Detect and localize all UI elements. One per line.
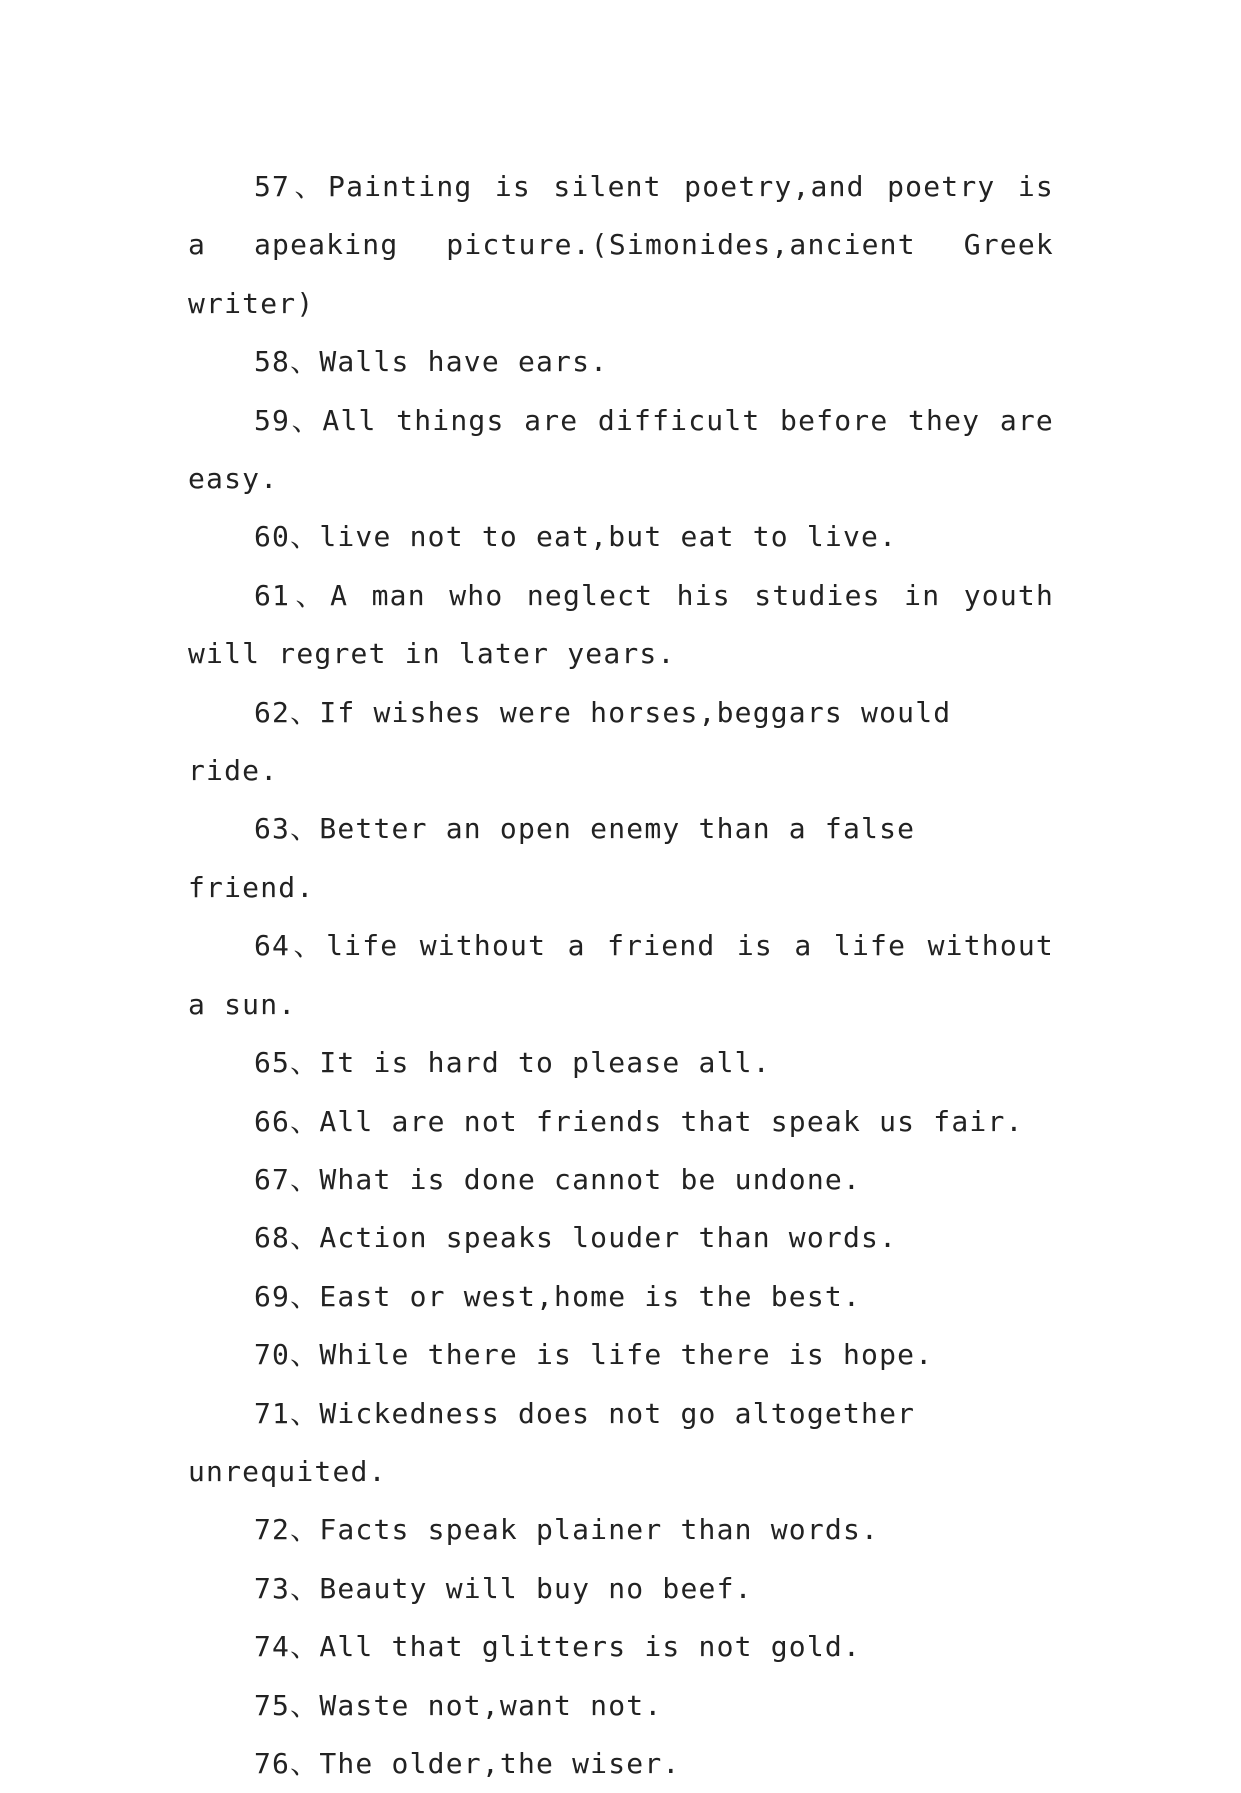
- proverb-75: 75、Waste not,want not.: [254, 1688, 663, 1722]
- proverb-59: 59、All things are difficult before they are easy.: [188, 403, 1054, 496]
- proverb-70: 70、While there is life there is hope.: [254, 1338, 934, 1372]
- proverb-67: 67、What is done cannot be undone.: [254, 1162, 862, 1196]
- proverb-71: 71、Wickedness does not go altogether unrequited.: [188, 1396, 916, 1488]
- proverb-72: 72、Facts speak plainer than words.: [254, 1513, 880, 1547]
- proverb-68: 68、Action speaks louder than words.: [254, 1221, 898, 1255]
- proverb-61: 61、A man who neglect his studies in youth will regret in later years.: [188, 578, 1054, 671]
- proverb-73: 73、Beauty will buy no beef.: [254, 1571, 753, 1605]
- proverb-60: 60、live not to eat,but eat to live.: [254, 520, 898, 554]
- proverb-65: 65、It is hard to please all.: [254, 1046, 771, 1080]
- proverb-69: 69、East or west,home is the best.: [254, 1279, 862, 1313]
- proverb-58: 58、Walls have ears.: [254, 345, 609, 379]
- proverb-57: 57、Painting is silent poetry,and poetry is a apeaking picture.(Simonides,ancient Greek writer): [188, 170, 1054, 320]
- proverb-list: [188, 158, 1054, 1793]
- proverb-76: 76、The older,the wiser.: [254, 1746, 681, 1780]
- proverb-64: 64、life without a friend is a life without a sun.: [188, 929, 1054, 1021]
- proverb-66: 66、All are not friends that speak us fair.: [254, 1104, 1024, 1138]
- proverb-62: 62、If wishes were horses,beggars would ride.: [188, 695, 952, 788]
- proverb-74: 74、All that glitters is not gold.: [254, 1630, 862, 1664]
- proverb-63: 63、Better an open enemy than a false friend.: [188, 812, 916, 904]
